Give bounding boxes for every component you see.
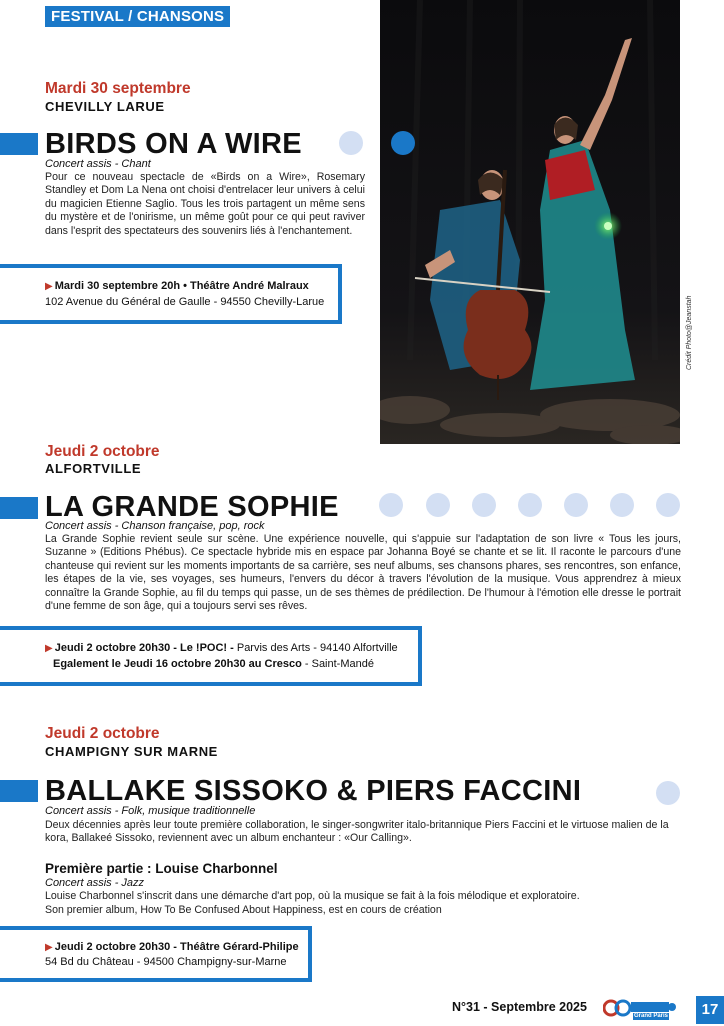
event-3-info-box xyxy=(0,926,312,982)
photo-credit: Crédit Photo@Jeanstah xyxy=(686,295,693,370)
event-3-info-line-2: 54 Bd du Château - 94500 Champigny-sur-Marne xyxy=(45,956,287,968)
issue-label: N°31 - Septembre 2025 xyxy=(452,1000,587,1014)
event-2-dot xyxy=(610,493,634,517)
event-2-info-line-2: Egalement le Jeudi 16 octobre 20h30 au Cresco - Saint-Mandé xyxy=(53,658,374,670)
event-1-info-line-2: 102 Avenue du Général de Gaulle - 94550 Chevilly-Larue xyxy=(45,296,325,308)
arrow-icon: ▶ xyxy=(45,942,53,953)
event-1-city: CHEVILLY LARUE xyxy=(45,99,165,114)
event-1-description: Pour ce nouveau spectacle de «Birds on a Wire», Rosemary Standley et Dom La Nena ont choisi d'entrelacer leur univers à celui du magicien Etienne Saglio. Tous les trois partagent un même sens du mystère et de l'onirisme, un même goût pour ce qui peut raviver dans l'esprit des spectateurs des souvenirs liés à l'enchantement. xyxy=(45,171,365,237)
arrow-icon: ▶ xyxy=(45,643,53,654)
event-2-dot xyxy=(564,493,588,517)
event-3-title: BALLAKE SISSOKO & PIERS FACCINI xyxy=(45,775,582,807)
event-1-dot-blue xyxy=(391,131,415,155)
event-2-dot xyxy=(426,493,450,517)
event-2-title-bar xyxy=(0,497,38,519)
event-3-subgenre: Concert assis - Jazz xyxy=(45,877,145,889)
event-2-genre: Concert assis - Chanson française, pop, rock xyxy=(45,520,265,532)
event-1-title-bar xyxy=(0,133,38,155)
event-2-dot xyxy=(518,493,542,517)
event-1-dot xyxy=(339,131,363,155)
event-2-info-box xyxy=(0,626,422,686)
event-2-city: ALFORTVILLE xyxy=(45,461,142,476)
event-3-dot xyxy=(656,781,680,805)
event-3-genre: Concert assis - Folk, musique traditionnelle xyxy=(45,805,256,817)
section-tag: FESTIVAL / CHANSONS xyxy=(45,6,230,27)
arrow-icon: ▶ xyxy=(45,281,53,292)
event-2-dot xyxy=(656,493,680,517)
event-3-subdescription-1: Louise Charbonnel s'inscrit dans une démarche d'art pop, où la musique se fait à la fois mélodique et exploratoire. xyxy=(45,890,580,902)
performers-photo xyxy=(380,0,680,444)
event-3-info-line-1: ▶ Jeudi 2 octobre 20h30 - Théâtre Gérard-Philipe xyxy=(45,941,299,953)
event-2-title: LA GRANDE SOPHIE xyxy=(45,491,339,523)
event-photo xyxy=(380,0,680,444)
event-2-description: La Grande Sophie revient seule sur scène. Une expérience nouvelle, qui s'appuie sur l'adaptation de son livre « Tous les jours, Suzanne » (Editions Phébus). Ce spectacle hybride mis en espace par Johanna Boyé se chante et se lit. Il raconte le parcours d'une chanteuse qui revient sur les moments importants de sa carrière, ses neuf albums, ses chansons phares, ses rencontres, son enfance, les étapes de la vie, ses voyages, ses humeurs, l'envers du décor à travers l'évolution de la musique. Vous apprendrez à mieux connaître la Grande Sophie, au fil du temps qui passe, un de ses thèmes de prédilection. De l'humour à l'émotion elle dresse le portrait d'une femme de son âge, qui a toujours servi ses rêves. xyxy=(45,533,681,613)
event-1-genre: Concert assis - Chant xyxy=(45,158,151,170)
event-1-title: BIRDS ON A WIRE xyxy=(45,128,302,160)
event-3-city: CHAMPIGNY SUR MARNE xyxy=(45,744,218,759)
magazine-logo xyxy=(603,999,677,1021)
event-3-subtitle: Première partie : Louise Charbonnel xyxy=(45,861,278,876)
event-1-date: Mardi 30 septembre xyxy=(45,80,191,97)
event-3-title-bar xyxy=(0,780,38,802)
page-number: 17 xyxy=(696,996,724,1024)
event-2-info-line-1: ▶ Jeudi 2 octobre 20h30 - Le !POC! - Parvis des Arts - 94140 Alfortville xyxy=(45,642,398,654)
event-3-subdescription-2: Son premier album, How To Be Confused About Happiness, est en cours de création xyxy=(45,904,442,916)
event-3-date: Jeudi 2 octobre xyxy=(45,725,160,742)
logo-text: Grand Paris xyxy=(634,1013,669,1019)
event-1-info-box xyxy=(0,264,342,324)
event-2-dot xyxy=(472,493,496,517)
event-2-date: Jeudi 2 octobre xyxy=(45,443,160,460)
event-3-description: Deux décennies après leur toute première collaboration, le singer-songwriter italo-britannique Piers Faccini et le virtuose malien de la kora, Ballakeé Sissoko, reviennent avec un album enchanteur : «Our Calling». xyxy=(45,819,669,845)
event-2-dot xyxy=(379,493,403,517)
event-1-info-line-1: ▶ Mardi 30 septembre 20h • Théâtre André Malraux xyxy=(45,280,309,292)
